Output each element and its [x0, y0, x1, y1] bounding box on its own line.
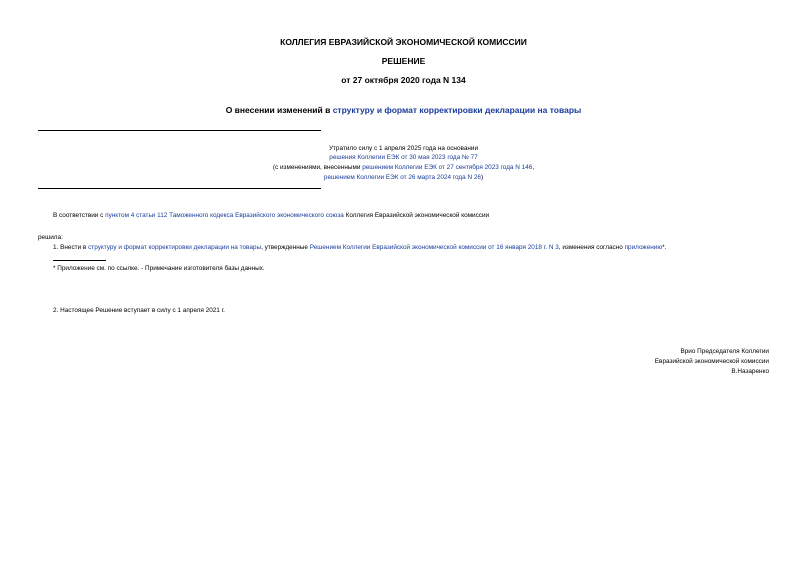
title-link[interactable]: структуру и формат корректировки декларации на товары [332, 105, 582, 115]
status-amend-link-2[interactable]: решением Коллегии ЕЭК от 26 марта 2024 года N 26 [323, 174, 481, 181]
date-number-heading: от 27 октября 2020 года N 134 [341, 75, 466, 85]
status-amend-prefix: (с изменениями, внесенными [272, 164, 363, 171]
footnote: * Приложение см. по ссылке. - Примечание изготовителя базы данных. [53, 265, 265, 272]
item-1 [53, 244, 666, 251]
status-amend-suffix-2: ) [480, 174, 484, 181]
item1-suffix: *. [662, 244, 667, 251]
item1-mid: , утвержденные [261, 244, 310, 251]
title-prefix: О внесении изменений в [225, 105, 333, 115]
footnote-rule [53, 260, 106, 261]
item1-structure-link[interactable]: структуру и формат корректировки декларации на товары [88, 244, 262, 251]
status-amend-suffix: , [532, 164, 535, 171]
signature-title: Врио Председателя Коллегии [680, 348, 769, 355]
document-title [0, 105, 807, 115]
status-amend-link-1[interactable]: решением Коллегии ЕЭК от 27 сентября 2023 года N 146 [362, 164, 533, 171]
item1-mid2: , изменения согласно [558, 244, 625, 251]
signature-organization: Евразийской экономической комиссии [654, 358, 769, 365]
status-bottom-rule [38, 188, 321, 189]
preamble-suffix: Коллегия Евразийской экономической комиссии [343, 212, 490, 219]
status-amendments-line-2 [0, 174, 807, 181]
decided-label: решила: [38, 234, 63, 241]
preamble-prefix: В соответствии с [53, 212, 106, 219]
item1-prefix: 1. Внести в [53, 244, 89, 251]
item-2: 2. Настоящее Решение вступает в силу с 1 апреля 2021 г. [53, 307, 225, 314]
preamble [53, 212, 489, 219]
doc-type-heading: РЕШЕНИЕ [381, 56, 426, 66]
org-heading: КОЛЛЕГИЯ ЕВРАЗИЙСКОЙ ЭКОНОМИЧЕСКОЙ КОМИССИИ [280, 37, 527, 47]
status-repeal-link[interactable]: решения Коллегии ЕЭК от 30 мая 2023 года № 77 [329, 154, 478, 161]
status-line-1: Утратило силу с 1 апреля 2025 года на основании [328, 145, 479, 152]
preamble-link[interactable]: пунктом 4 статьи 112 Таможенного кодекса Евразийского экономического союза [105, 212, 344, 219]
item1-appendix-link[interactable]: приложению [624, 244, 663, 251]
signature-name: В.Назаренко [731, 368, 769, 375]
status-top-rule [38, 130, 321, 131]
status-amendments-line [0, 164, 807, 171]
item1-decision-link[interactable]: Решением Коллегии Евразийской экономической комиссии от 16 января 2018 г. N 3 [309, 244, 559, 251]
